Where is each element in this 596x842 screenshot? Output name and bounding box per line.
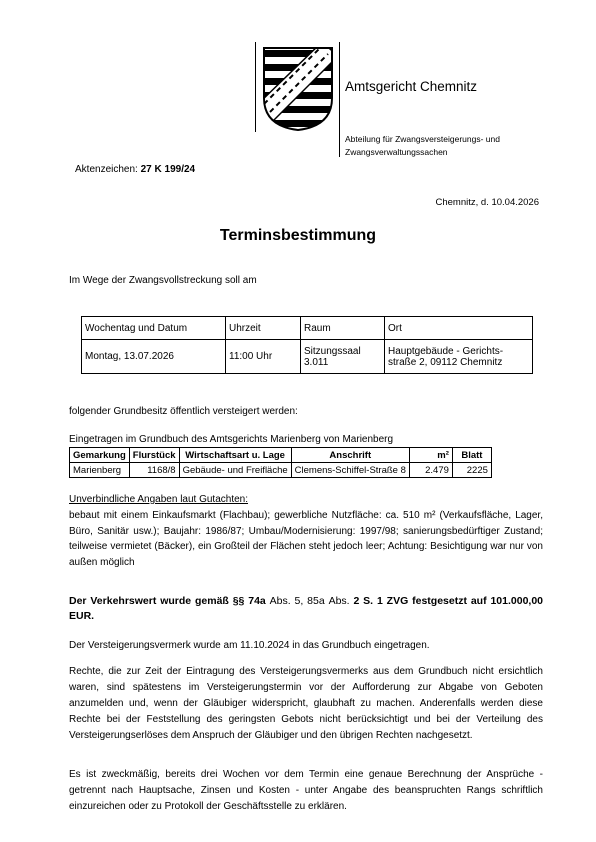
following-text: folgender Grundbesitz öffentlich versteigert werden:: [69, 406, 298, 417]
cell-wirtschaftsart: Gebäude- und Freifläche: [179, 463, 291, 478]
appointment-date: Montag, 13.07.2026: [82, 340, 226, 374]
court-department: Abteilung für Zwangsversteigerungs- und Zwangsverwaltungssachen: [345, 134, 500, 157]
letterhead-divider-left: [255, 42, 256, 132]
land-register-table: [69, 447, 492, 478]
cell-area: 2.479: [409, 463, 452, 478]
land-register-row: [70, 463, 492, 478]
room-line-1: Sitzungssaal: [304, 345, 361, 357]
header-place: Ort: [385, 317, 533, 340]
market-value-part-3: Abs.: [328, 595, 354, 607]
rights-paragraph: Rechte, die zur Zeit der Eintragung des Versteigerungsvermerks aus dem Grundbuch nicht ersichtlich waren, sind spätestens im Versteigerungstermin vor der Aufforderung zur Abgabe von Geboten anzumelden und, wenn der Gläubiger widerspricht, glaubhaft zu machen. Anderenfalls werden diese Rechte bei der Feststellung des geringsten Gebots nicht berücksichtigt und bei der Verteilung des Versteigerungserlöses dem Anspruch der Gläubiger und den übrigen Rechten nachgesetzt.: [69, 666, 543, 741]
cell-anschrift: Clemens-Schiffel-Straße 8: [291, 463, 409, 478]
cell-blatt: 2225: [452, 463, 491, 478]
appointment-room: [301, 340, 385, 374]
header-gemarkung: Gemarkung: [70, 448, 130, 463]
appointment-row: [82, 340, 533, 374]
case-label: Aktenzeichen:: [75, 164, 138, 175]
place-line-2: straße 2, 09112 Chemnitz: [388, 356, 503, 368]
market-value-part-1: Der Verkehrswert wurde gemäß §§ 74a: [69, 595, 266, 607]
header-time: Uhrzeit: [226, 317, 301, 340]
land-register-header-row: [70, 448, 492, 463]
document-date: Chemnitz, d. 10.04.2026: [435, 197, 539, 208]
market-value-statement: [69, 594, 543, 624]
saxony-coat-of-arms-icon: [262, 46, 334, 132]
place-line-1: Hauptgebäude - Gerichts-: [388, 345, 504, 357]
page-title: Terminsbestimmung: [219, 227, 377, 244]
register-note-paragraph: Der Versteigerungsvermerk wurde am 11.10.2024 in das Grundbuch eingetragen.: [69, 640, 430, 651]
market-value-part-3-bold: 2 S. 1 ZVG festgesetzt auf 101.000,00 EUR.: [69, 595, 544, 622]
claims-paragraph: Es ist zweckmäßig, bereits drei Wochen vor dem Termin eine genaue Berechnung der Ansprüche - getrennt nach Hauptsache, Zinsen und Kosten - unter Angabe des beanspruchten Rangs schriftlich einzureichen oder zu Protokoll der Geschäftsstelle zu erklären.: [69, 769, 543, 812]
header-blatt: Blatt: [452, 448, 491, 463]
appraisal-heading: Unverbindliche Angaben laut Gutachten:: [69, 494, 249, 505]
header-flurstueck: Flurstück: [129, 448, 179, 463]
header-wirtschaftsart: Wirtschaftsart u. Lage: [179, 448, 291, 463]
appointment-time: 11:00 Uhr: [226, 340, 301, 374]
intro-text: Im Wege der Zwangsvollstreckung soll am: [69, 275, 257, 286]
appointment-table: [81, 316, 533, 374]
land-register-heading: Eingetragen im Grundbuch des Amtsgerichts Marienberg von Marienberg: [69, 434, 394, 445]
cell-gemarkung: Marienberg: [70, 463, 130, 478]
appointment-header-row: [82, 317, 533, 340]
case-number: 27 K 199/24: [140, 164, 196, 175]
appraisal-text: bebaut mit einem Einkaufsmarkt (Flachbau); gewerbliche Nutzfläche: ca. 510 m² (Verkaufsfläche, Lager, Büro, Sanitär usw.); Baujahr: 1986/87; Umbau/Modernisierung: 1997/98; sanierungsbedürftiger Zustand; teilweise vermietet (Bäcker), ein Großteil der Flächen steht jedoch leer; Achtung: Besichtigung war nur von außen möglich: [69, 510, 543, 568]
header-room: Raum: [301, 317, 385, 340]
cell-flurstueck: 1168/8: [129, 463, 179, 478]
header-weekday-date: Wochentag und Datum: [82, 317, 226, 340]
letterhead-divider-right: [339, 42, 340, 157]
market-value-part-2: Abs. 5, 85a: [269, 595, 325, 607]
header-anschrift: Anschrift: [291, 448, 409, 463]
room-line-2: 3.011: [304, 356, 329, 368]
case-reference: [75, 164, 195, 175]
appointment-place: [385, 340, 533, 374]
court-name: Amtsgericht Chemnitz: [345, 79, 478, 94]
header-area: m²: [409, 448, 452, 463]
